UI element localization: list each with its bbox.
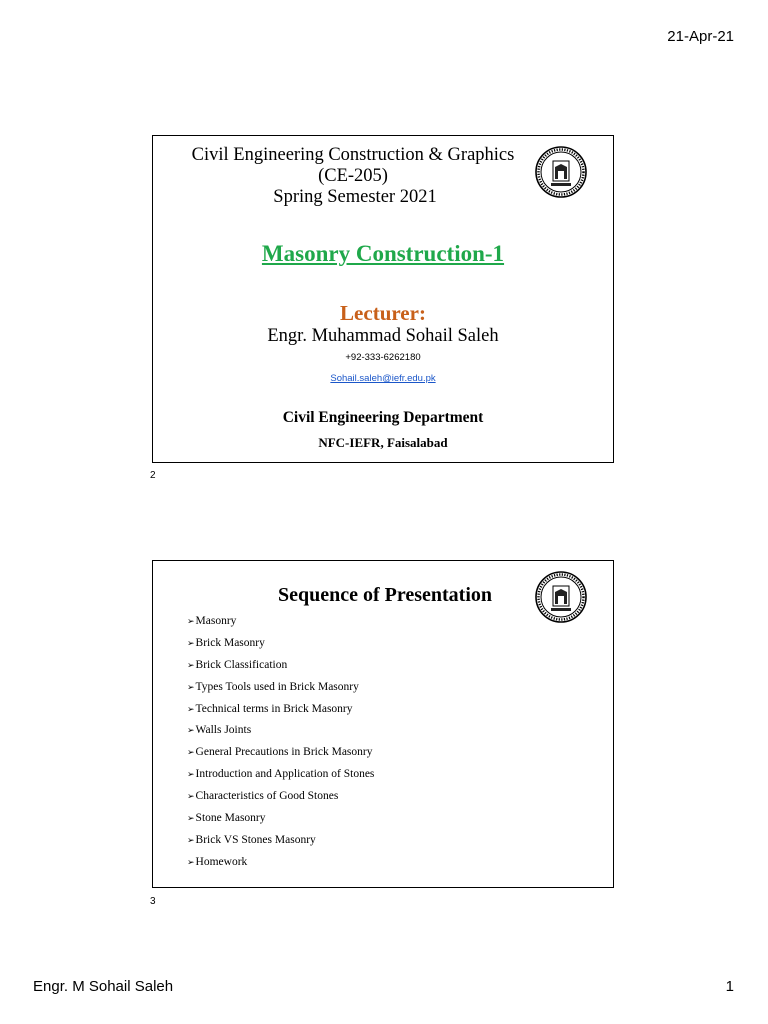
list-item: ➢Brick Masonry (187, 636, 265, 649)
page-number: 1 (725, 978, 734, 995)
course-title: Civil Engineering Construction & Graphics (191, 145, 515, 165)
arrow-bullet-icon: ➢ (187, 617, 195, 627)
arrow-bullet-icon: ➢ (187, 704, 195, 715)
footer-author: Engr. M Sohail Saleh (33, 978, 174, 995)
slide-number: 2 (150, 470, 156, 481)
university-seal-icon (535, 571, 587, 623)
main-title: Masonry Construction-1 (261, 241, 505, 266)
list-item: ➢General Precautions in Brick Masonry (187, 746, 373, 759)
slide-title: Sequence of Presentation (277, 584, 493, 606)
semester: Spring Semester 2021 (273, 187, 437, 207)
arrow-bullet-icon: ➢ (187, 814, 195, 825)
arrow-bullet-icon: ➢ (187, 792, 195, 803)
page-date: 21-Apr-21 (667, 28, 734, 45)
list-item: ➢Characteristics of Good Stones (187, 790, 339, 803)
arrow-bullet-icon: ➢ (187, 835, 195, 846)
course-code: (CE-205) (318, 166, 388, 186)
arrow-bullet-icon: ➢ (187, 857, 195, 868)
arrow-bullet-icon: ➢ (187, 638, 195, 649)
institute: NFC-IEFR, Faisalabad (318, 435, 448, 450)
list-item: ➢Stone Masonry (187, 812, 266, 825)
department: Civil Engineering Department (282, 409, 484, 426)
arrow-bullet-icon: ➢ (187, 770, 195, 781)
slide-title (152, 135, 614, 463)
arrow-bullet-icon: ➢ (187, 682, 195, 693)
university-seal-icon (535, 146, 587, 198)
list-item: ➢Walls Joints (187, 724, 252, 737)
list-item: ➢Homework (187, 855, 248, 868)
list-item: ➢Introduction and Application of Stones (187, 768, 375, 781)
list-item: ➢Brick Classification (187, 658, 288, 671)
list-item: ➢Types Tools used in Brick Masonry (187, 680, 359, 693)
slide-sequence (152, 560, 614, 888)
lecturer-name: Engr. Muhammad Sohail Saleh (267, 326, 499, 346)
topic-list (187, 614, 374, 877)
list-item: ➢Brick VS Stones Masonry (187, 833, 316, 846)
phone-number: +92-333-6262180 (345, 352, 421, 363)
email-link[interactable]: Sohail.saleh@iefr.edu.pk (330, 373, 436, 384)
slide-number: 3 (150, 896, 156, 907)
list-item: ➢Masonry (187, 615, 237, 627)
arrow-bullet-icon: ➢ (187, 660, 195, 671)
arrow-bullet-icon: ➢ (187, 748, 195, 759)
arrow-bullet-icon: ➢ (187, 726, 195, 737)
lecturer-label: Lecturer: (340, 301, 426, 325)
list-item: ➢Technical terms in Brick Masonry (187, 702, 353, 715)
